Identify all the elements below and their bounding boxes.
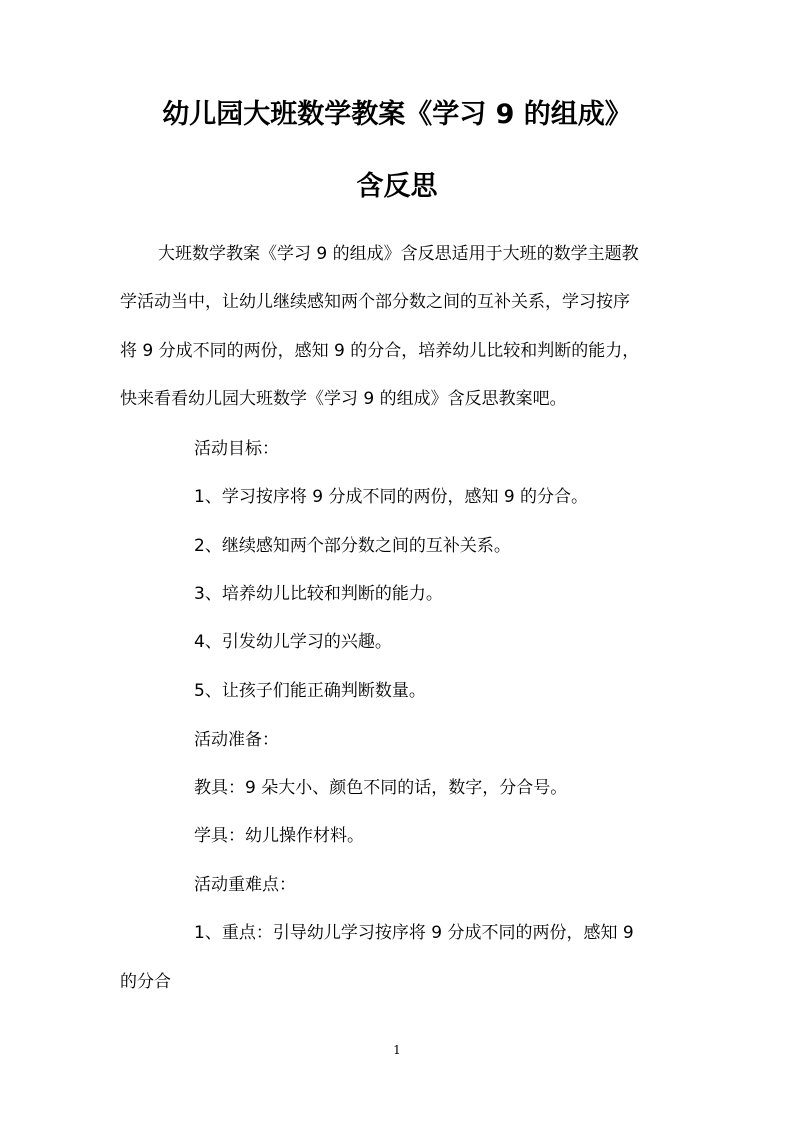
- key-point-line-1: 1、重点：引导幼儿学习按序将 9 分成不同的两份，感知 9: [194, 923, 634, 943]
- document-title-line-1: 幼儿园大班数学教案《学习 9 的组成》: [162, 99, 632, 130]
- document-title-line-2: 含反思: [356, 171, 438, 202]
- prep-item-1: 教具：9 朵大小、颜色不同的话，数字，分合号。: [194, 778, 568, 798]
- intro-line-4: 快来看看幼儿园大班数学《学习 9 的组成》含反思教案吧。: [120, 389, 567, 409]
- prep-item-2: 学具：幼儿操作材料。: [194, 826, 364, 846]
- goal-item-5: 5、让孩子们能正确判断数量。: [194, 681, 426, 701]
- intro-line-1: 大班数学教案《学习 9 的组成》含反思适用于大班的数学主题教: [158, 244, 639, 264]
- key-point-line-2: 的分合: [120, 972, 171, 992]
- key-points-heading: 活动重难点：: [194, 875, 296, 895]
- goal-item-1: 1、学习按序将 9 分成不同的两份，感知 9 的分合。: [194, 487, 589, 507]
- goal-item-4: 4、引发幼儿学习的兴趣。: [194, 632, 392, 652]
- intro-line-3: 将 9 分成不同的两份，感知 9 的分合，培养幼儿比较和判断的能力，: [120, 341, 640, 361]
- goals-heading: 活动目标：: [194, 439, 279, 459]
- goal-item-3: 3、培养幼儿比较和判断的能力。: [194, 584, 443, 604]
- intro-line-2: 学活动当中，让幼儿继续感知两个部分数之间的互补关系，学习按序: [120, 292, 630, 312]
- prep-heading: 活动准备：: [194, 730, 279, 750]
- goal-item-2: 2、继续感知两个部分数之间的互补关系。: [194, 536, 511, 556]
- page-number: 1: [393, 1043, 401, 1057]
